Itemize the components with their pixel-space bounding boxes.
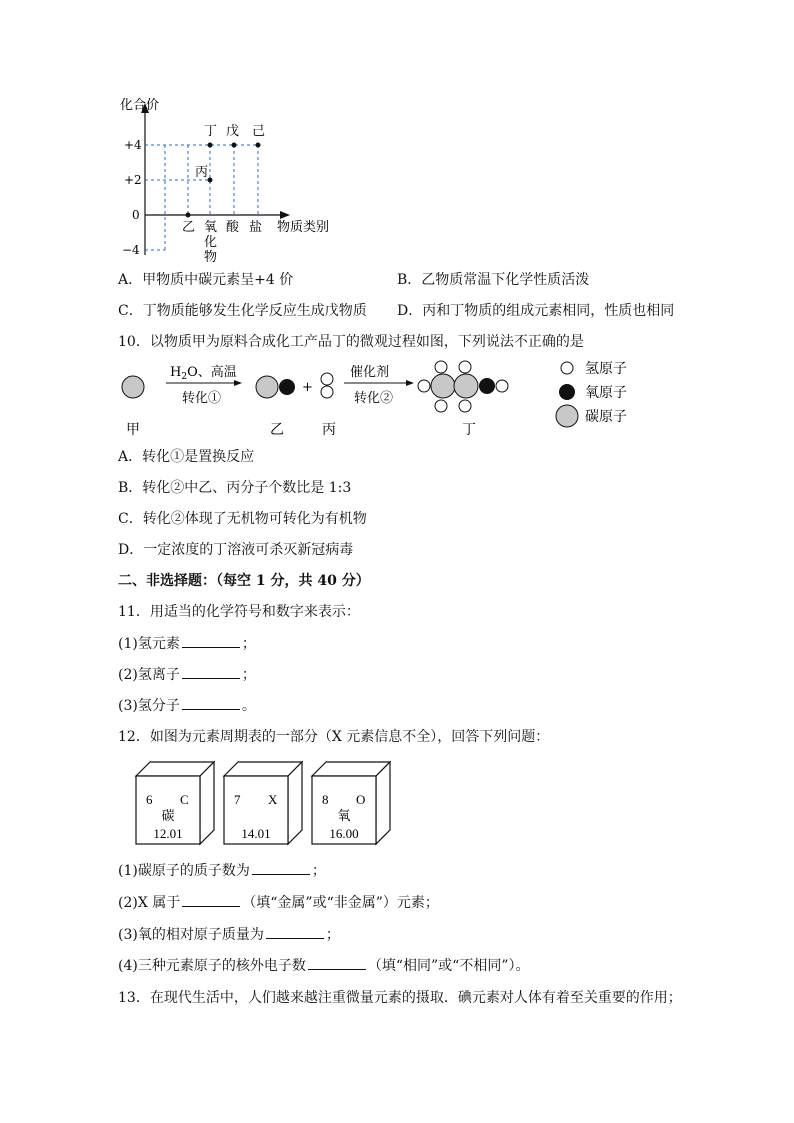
bing-hydrogen-atom-1	[321, 373, 333, 385]
q12-item-1-blank[interactable]	[252, 862, 310, 875]
chart-point-4	[208, 143, 213, 148]
arrow2-condition-top: 催化剂	[350, 365, 390, 380]
q12-item-4-suffix: （填“相同”或“不相同”）。	[367, 958, 530, 974]
q11-item-1-blank[interactable]	[182, 635, 240, 648]
cube-side-face	[200, 762, 214, 844]
ding-carbon-1	[431, 374, 455, 398]
element-number: 8	[322, 792, 329, 807]
element-symbol: C	[180, 792, 189, 807]
ding-h-right	[496, 380, 508, 392]
arrow2-condition-bottom: 转化②	[354, 391, 394, 406]
ding-h-left	[418, 380, 430, 392]
periodic-table-cells	[132, 760, 402, 850]
q10-option-d: D．一定浓度的丁溶液可杀灭新冠病毒	[118, 542, 354, 558]
q10-option-b: B．转化②中乙、丙分子个数比是 1:3	[118, 480, 352, 496]
ding-oxygen	[479, 378, 495, 394]
q9-option-b: B．乙物质常温下化学性质活泼	[397, 272, 590, 288]
arrow1-condition-top: $H_2O$、高温	[170, 365, 237, 382]
q11-item-2	[118, 666, 256, 684]
element-cell-2	[224, 762, 302, 844]
q11-item-1-prefix: (1)氢元素	[118, 636, 180, 652]
legend-carbon-label: 碳原子	[585, 409, 627, 425]
label-yi: 乙	[270, 422, 284, 438]
element-name: 碳	[161, 808, 175, 823]
valence-chart	[110, 95, 350, 270]
q12-item-4-prefix: (4)三种元素原子的核外电子数	[118, 958, 306, 974]
x-tick-salt: 盐	[249, 220, 263, 235]
q12-item-2-blank[interactable]	[182, 894, 240, 907]
q12-item-4	[118, 957, 529, 975]
yi-carbon-atom	[256, 376, 278, 398]
q11-item-3-blank[interactable]	[182, 697, 240, 710]
chart-point-label-4: 丁	[204, 124, 218, 139]
x-axis-label: 物质类别	[277, 220, 330, 235]
ding-h-top-2	[459, 361, 471, 373]
chart-point-3	[208, 178, 213, 183]
q12-item-3-prefix: (3)氧的相对原子质量为	[118, 927, 264, 943]
element-symbol: O	[356, 792, 366, 807]
q11-item-3-prefix: (3)氢分子	[118, 698, 180, 714]
chart-point-label-6: 己	[252, 124, 266, 139]
chart-point-5	[232, 143, 237, 148]
chart-point-2	[186, 213, 191, 218]
y-tick-plus2: +2	[124, 173, 142, 187]
q11-stem: 11．用适当的化学符号和数字来表示：	[118, 604, 360, 620]
q10-reaction-diagram	[110, 356, 670, 442]
legend-oxygen-label: 氧原子	[585, 385, 627, 401]
q10-option-c: C．转化②体现了无机物可转化为有机物	[118, 511, 367, 527]
arrow2-head	[406, 380, 414, 386]
legend-oxygen-icon	[559, 384, 575, 400]
label-ding: 丁	[462, 422, 476, 438]
element-number: 6	[146, 792, 153, 807]
label-jia: 甲	[126, 422, 140, 438]
q11-item-2-blank[interactable]	[182, 666, 240, 679]
chart-point-label-5: 戊	[226, 124, 240, 139]
y-tick-plus4: +4	[124, 138, 142, 152]
plus-sign: +	[302, 380, 313, 395]
element-mass: 12.01	[153, 826, 183, 841]
legend-carbon-icon	[556, 405, 578, 427]
q11-item-3	[118, 697, 256, 715]
q12-item-3-suffix: ；	[325, 927, 340, 943]
q11-item-3-suffix: 。	[241, 698, 256, 714]
q11-item-1	[118, 635, 256, 653]
arrow1-condition-bottom: 转化①	[182, 391, 222, 406]
bing-hydrogen-atom-2	[321, 386, 333, 398]
q12-item-2-suffix: （填“金属”或“非金属”）元素；	[242, 895, 439, 911]
q11-item-1-suffix: ；	[241, 636, 256, 652]
element-number: 7	[234, 792, 241, 807]
x-tick-yi: 乙	[182, 220, 196, 235]
element-mass: 16.00	[329, 826, 359, 841]
ding-h-bottom-1	[435, 400, 447, 412]
ding-h-bottom-2	[459, 400, 471, 412]
x-tick-acid: 酸	[226, 220, 240, 235]
label-bing: 丙	[322, 422, 336, 438]
element-mass: 14.01	[241, 826, 271, 841]
q12-item-4-blank[interactable]	[308, 957, 366, 970]
section2-title: 二、非选择题：（每空 1 分，共 40 分）	[118, 573, 370, 589]
q12-stem: 12．如图为元素周期表的一部分（X 元素信息不全），回答下列问题：	[118, 729, 550, 745]
legend-hydrogen-label: 氢原子	[585, 361, 627, 377]
arrow1-head	[234, 380, 242, 386]
cube-side-face	[288, 762, 302, 844]
q11-item-2-suffix: ；	[241, 667, 256, 683]
x-axis-arrow	[280, 211, 290, 219]
cube-side-face	[376, 762, 390, 844]
q10-option-a: A．转化①是置换反应	[118, 449, 255, 465]
jia-carbon-atom	[122, 376, 144, 398]
ding-carbon-2	[454, 374, 478, 398]
y-tick-zero: 0	[132, 208, 140, 222]
q10-stem: 10．以物质甲为原料合成化工产品丁的微观过程如图，下列说法不正确的是	[118, 334, 584, 350]
element-name: 氧	[337, 808, 351, 823]
q11-item-2-prefix: (2)氢离子	[118, 667, 180, 683]
q12-item-3	[118, 926, 340, 944]
element-cell-1	[136, 762, 214, 844]
q12-item-2	[118, 894, 439, 912]
element-symbol: X	[268, 792, 278, 807]
chart-point-6	[256, 143, 261, 148]
q12-item-1	[118, 862, 326, 880]
q12-item-1-suffix: ；	[311, 863, 326, 879]
q13-stem: 13．在现代生活中，人们越来越注重微量元素的摄取．碘元素对人体有着至关重要的作用；	[118, 990, 682, 1006]
q12-item-1-prefix: (1)碳原子的质子数为	[118, 863, 250, 879]
chart-point-label-3: 丙	[195, 165, 209, 180]
legend-hydrogen-icon	[561, 362, 573, 374]
element-cell-3	[312, 762, 390, 844]
q12-item-2-prefix: (2)X 属于	[118, 895, 181, 911]
ding-h-top-1	[435, 361, 447, 373]
q9-option-c: C．丁物质能够发生化学反应生成戊物质	[118, 303, 367, 319]
x-tick-oxide: 氧化物	[204, 220, 218, 265]
y-tick-minus4: −4	[122, 243, 140, 257]
q9-option-a: A．甲物质中碳元素呈+4 价	[118, 272, 294, 288]
yi-oxygen-atom	[279, 379, 295, 395]
q9-option-d: D．丙和丁物质的组成元素相同，性质也相同	[397, 303, 675, 319]
q12-item-3-blank[interactable]	[266, 926, 324, 939]
y-axis-label: 化合价	[120, 98, 160, 113]
